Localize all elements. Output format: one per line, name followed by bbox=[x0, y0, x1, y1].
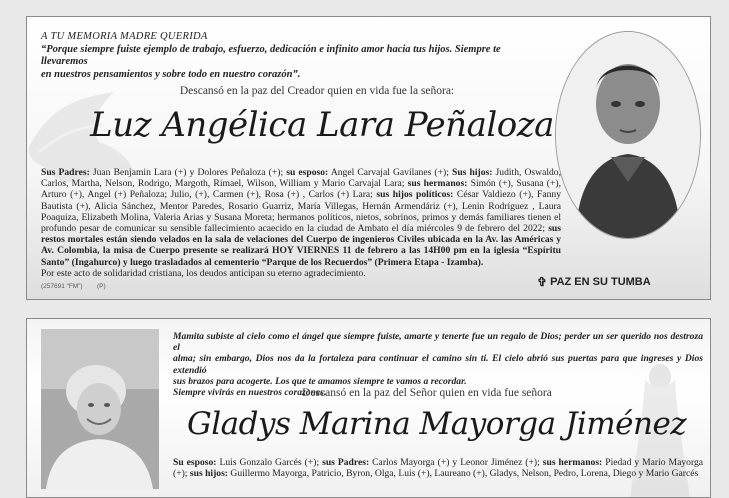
portrait-elderly-woman-icon bbox=[41, 329, 159, 489]
intro-text: Descansó en la paz del Creador quien en vida fue la señora: bbox=[179, 85, 455, 97]
deceased-name: Luz Angélica Lara Peñaloza bbox=[90, 105, 554, 145]
cross-icon: ✞ bbox=[537, 275, 548, 289]
poem: Mamita subiste al cielo como el ángel que siempre fuiste, amarte y tenerte fue un regalo de Dios; perder un ser querido nos destroza el alma; sin embargo, Dios nos da la fortaleza para continuar el camino sin ti. El cielo abrió sus puertas para que ingreses y Dios extendió sus brazos para acogerte. Los que te amamos siempre te vamos a recordar. Siempre vivirás en nuestros corazones. bbox=[173, 331, 703, 399]
deceased-photo bbox=[555, 31, 701, 239]
obituary-notice-lara bbox=[26, 16, 711, 300]
obituary-notice-mayorga bbox=[26, 318, 711, 498]
dedication-quote-line: en nuestros pensamientos y sobre todo en nuestro corazón”. bbox=[41, 68, 301, 80]
dedication-quote-line: “Porque siempre fuiste ejemplo de trabajo, esfuerzo, dedicación e infinito amor hacia tus hijos. Siempre te llevaremos bbox=[41, 43, 501, 67]
rest-in-peace: ✞ PAZ EN SU TUMBA bbox=[537, 275, 651, 289]
obituary-body: Sus Padres: Juan Benjamin Lara (+) y Dolores Peñaloza (+); su esposo: Angel Carvajal Gavilanes (+); Sus hijos: Judith, Oswaldo, Carlos, Martha, Nelson, Rodrigo, Margoth, Rimael, Wilson, William y Mario Carvajal Lara; sus hermanos: Simón (+), Susana (+), Arturo (+), Angel (+) Peñaloza; Julio, (+), Carmen (+), Rosa (+) , Carlos (+) Lara; sus hijos políticos: César Valdiezo (+), Fanny Bautista (+), Alicia Sánchez, Mentor Paredes, Rosario Guarriz, María Villegas, Hernán Armendáriz (+), Lenin Rodríguez , Laura Poaquiza, Elizabeth Molina, Valeria Arias y Susana Moreta; hermanos políticos, nietos, sobrinos, primos y demás familiares tienen el profundo pesar de comunicar su sensible fallecimiento acaecido en la ciudad de Ambato el día miércoles 9 de febrero del 2022; sus restos mortales están siendo velados en la sala de velaciones del Cuerpo de ingenieros Civiles ubicada en la Av. las Américas y Av. Colombia, la misa de Cuerpo presente se realizará HOY VIERNES 11 de febrero a las 14H00 pm en la iglesia “Espíritu Santo” (Ingahurco) y luego trasladados al cementerio “Parque de los Recuerdos” (Primera Etapa - Izamba). Por este acto de solidaridad cristiana, los deudos anticipan su eterno agradecimiento. bbox=[41, 167, 561, 279]
dedication-heading: A TU MEMORIA MADRE QUERIDA bbox=[41, 31, 208, 42]
portrait-woman-icon bbox=[556, 32, 700, 238]
deceased-name: Gladys Marina Mayorga Jiménez bbox=[187, 406, 687, 442]
deceased-photo bbox=[41, 329, 159, 489]
ad-code: (257691 “FM”) (P) bbox=[41, 283, 106, 290]
intro-text: Descansó en la paz del Señor quien en vida fue señora bbox=[302, 387, 552, 399]
dedication bbox=[41, 31, 541, 81]
obituary-body: Su esposo: Luis Gonzalo Garcés (+); sus Padres: Carlos Mayorga (+) y Leonor Jiménez (+); sus hermanos: Piedad y Mario Mayorga (+); sus hijos: Guillermo Mayorga, Patricio, Byron, Olga, Luis (+), Laureano (+), Gladys, Nelson, Pedro, Lorena, Diego y Mario Garcés bbox=[173, 457, 704, 480]
